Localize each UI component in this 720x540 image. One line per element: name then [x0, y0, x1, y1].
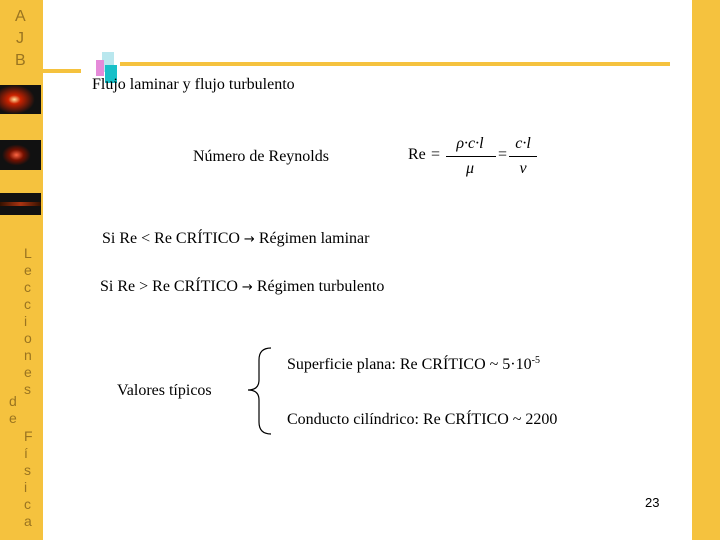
rule-turbulent: Si Re > Re CRÍTICO → Régimen turbulento	[100, 278, 385, 295]
title-rule-left	[43, 69, 81, 73]
thumbnail-image	[0, 193, 41, 215]
formula-equals: =	[498, 146, 508, 163]
logo-letter: A	[15, 8, 26, 25]
formula-denominator: ν	[519, 160, 527, 177]
logo-letter: B	[15, 52, 26, 69]
fraction-bar	[446, 156, 496, 157]
formula-numerator: ρ·c·l	[456, 135, 484, 152]
left-brace-icon	[245, 346, 275, 436]
fraction-bar	[509, 156, 537, 157]
slide-title: Flujo laminar y flujo turbulento	[92, 76, 295, 93]
thumbnail-image	[0, 140, 41, 170]
flat-surface-value: Superficie plana: Re CRÍTICO ~ $5\cdot 10^{-5}$	[287, 355, 540, 373]
left-sidebar	[0, 0, 43, 540]
right-strip	[692, 0, 720, 540]
formula-equals: =	[431, 146, 441, 163]
formula-denominator: μ	[465, 160, 475, 177]
title-rule	[120, 62, 670, 66]
thumbnail-image	[0, 85, 41, 114]
rule-laminar: Si Re < Re CRÍTICO → Régimen laminar	[102, 230, 370, 247]
arrow-right-icon: →	[241, 280, 253, 295]
glow-image	[0, 193, 41, 215]
pipe-value: Conducto cilíndrico: Re CRÍTICO ~ 2200	[287, 411, 558, 428]
page-number: 23	[645, 495, 660, 510]
formula-lhs: Re	[408, 146, 426, 163]
sidebar-vertical-text: F í s i c a	[24, 428, 33, 529]
reynolds-formula	[408, 134, 548, 180]
reynolds-label: Número de Reynolds	[193, 148, 329, 165]
formula-numerator: c·l	[515, 135, 531, 152]
sidebar-vertical-text: d e	[9, 393, 17, 426]
arrow-right-icon: →	[243, 232, 255, 247]
logo-letter: J	[16, 30, 24, 47]
glow-image	[0, 85, 41, 114]
glow-image	[0, 140, 41, 170]
sidebar-vertical-text: L e c c i o n e s	[24, 245, 32, 397]
typical-values-label: Valores típicos	[117, 382, 212, 399]
